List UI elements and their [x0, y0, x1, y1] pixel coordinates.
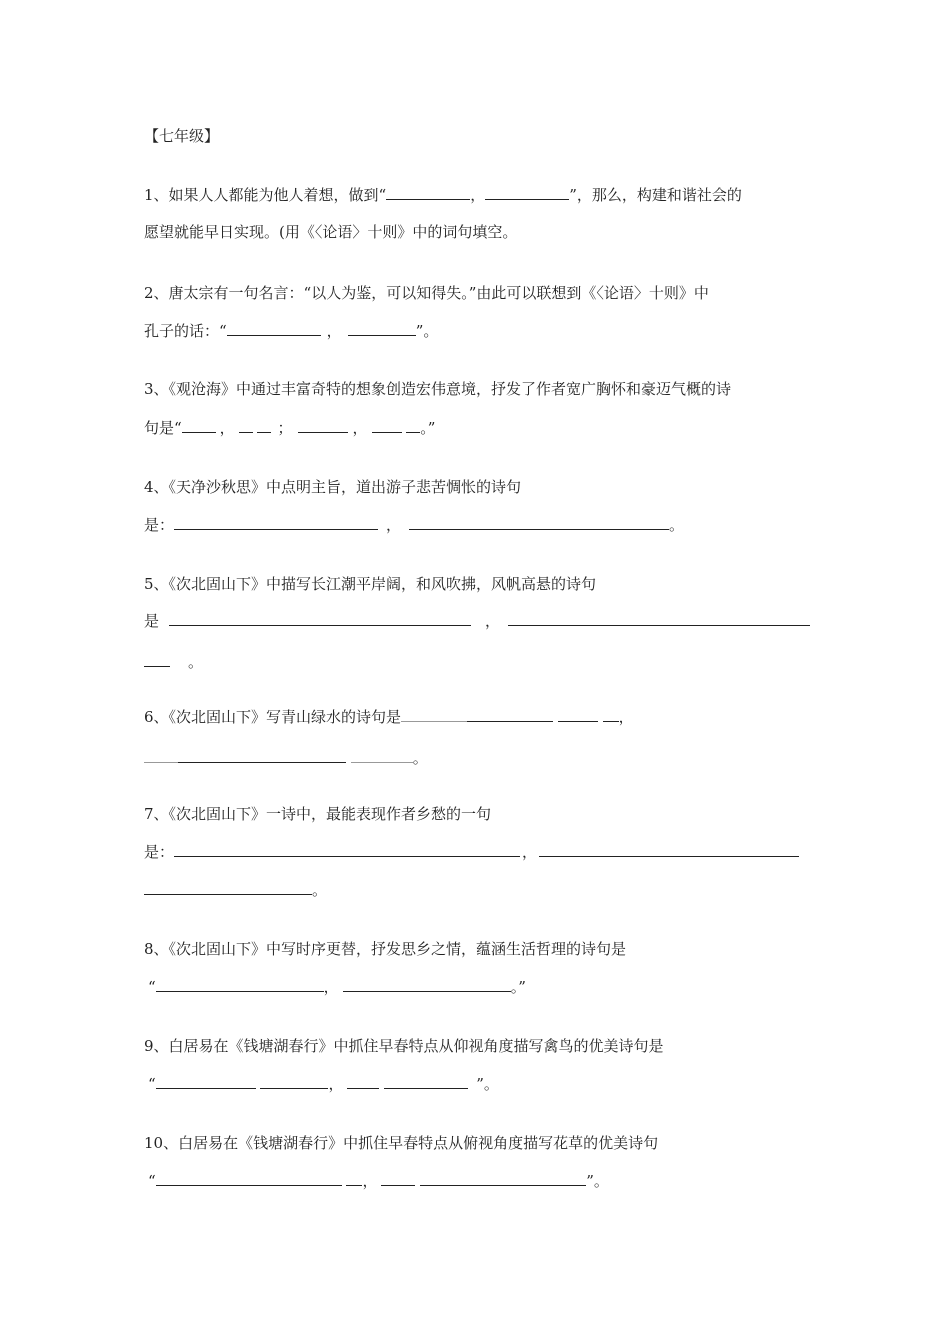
question-6-line-2: 。	[144, 748, 428, 768]
blank[interactable]	[467, 708, 553, 722]
question-7-line-1: 7、《次北固山下》一诗中，最能表现作者乡愁的一句	[144, 805, 492, 823]
blank[interactable]	[603, 708, 619, 722]
blank[interactable]	[539, 843, 799, 857]
blank[interactable]	[174, 516, 378, 530]
question-5-line-3: 。	[144, 652, 203, 672]
question-3-line-2: 句是“ ， ； ， 。”	[144, 419, 436, 437]
blank[interactable]	[386, 186, 470, 200]
blank[interactable]	[420, 1172, 586, 1186]
question-6-line-1: 6、《次北固山下》写青山绿水的诗句是 ，	[144, 708, 634, 726]
blank[interactable]	[178, 749, 346, 763]
question-4-line-1: 4、《天净沙秋思》中点明主旨，道出游子悲苦惆怅的诗句	[144, 478, 522, 496]
question-1-line-2: 愿望就能早日实现。(用《〈论语〉十则》中的词句填空。	[144, 223, 518, 241]
blank[interactable]	[372, 419, 402, 433]
blank[interactable]	[156, 978, 324, 992]
question-9-line-1: 9、白居易在《钱塘湖春行》中抓住早春特点从仰视角度描写禽鸟的优美诗句是	[144, 1037, 664, 1055]
question-4-line-2: 是： ， 。	[144, 516, 685, 534]
question-9-line-2: “ ， ”。	[148, 1075, 499, 1093]
blank[interactable]	[348, 322, 416, 336]
blank[interactable]	[257, 419, 271, 433]
blank[interactable]	[485, 186, 569, 200]
blank[interactable]	[381, 1172, 415, 1186]
blank[interactable]	[508, 612, 810, 626]
blank[interactable]	[298, 419, 348, 433]
blank[interactable]	[409, 516, 669, 530]
blank[interactable]	[347, 1075, 379, 1089]
question-5-line-2: 是 ，	[144, 611, 810, 631]
question-2-line-2: 孔子的话：“ ， ”。	[144, 322, 439, 340]
question-7-line-3: 。	[144, 880, 327, 900]
blank[interactable]	[169, 612, 471, 626]
question-8-line-2: “ ， 。”	[148, 978, 526, 996]
blank[interactable]	[384, 1075, 468, 1089]
blank[interactable]	[260, 1075, 328, 1089]
blank[interactable]	[182, 419, 216, 433]
question-10-line-1: 10、白居易在《钱塘湖春行》中抓住早春特点从俯视角度描写花草的优美诗句	[144, 1134, 659, 1152]
blank[interactable]	[406, 419, 420, 433]
blank[interactable]	[144, 749, 178, 763]
blank[interactable]	[351, 749, 413, 763]
grade-heading: 【七年级】	[144, 127, 220, 145]
blank[interactable]	[343, 978, 511, 992]
blank[interactable]	[401, 708, 467, 722]
question-8-line-1: 8、《次北固山下》中写时序更替，抒发思乡之情，蕴涵生活哲理的诗句是	[144, 940, 627, 958]
question-10-line-2: “ ， ”。	[148, 1172, 609, 1190]
blank[interactable]	[558, 708, 598, 722]
blank[interactable]	[144, 881, 312, 895]
question-1-line-1: 1、如果人人都能为他人着想，做到“ ， ”，那么，构建和谐社会的	[144, 186, 742, 204]
blank[interactable]	[144, 653, 170, 667]
question-2-line-1: 2、唐太宗有一句名言：“以人为鉴，可以知得失。”由此可以联想到《〈论语〉十则》中	[144, 284, 709, 302]
blank[interactable]	[227, 322, 321, 336]
blank[interactable]	[156, 1172, 342, 1186]
blank[interactable]	[346, 1172, 362, 1186]
blank[interactable]	[156, 1075, 256, 1089]
question-5-line-1: 5、《次北固山下》中描写长江潮平岸阔，和风吹拂，风帆高悬的诗句	[144, 575, 597, 593]
question-7-line-2: 是： ，	[144, 842, 799, 862]
question-3-line-1: 3、《观沧海》中通过丰富奇特的想象创造宏伟意境，抒发了作者宽广胸怀和豪迈气概的诗	[144, 380, 732, 398]
blank[interactable]	[174, 843, 520, 857]
blank[interactable]	[239, 419, 253, 433]
